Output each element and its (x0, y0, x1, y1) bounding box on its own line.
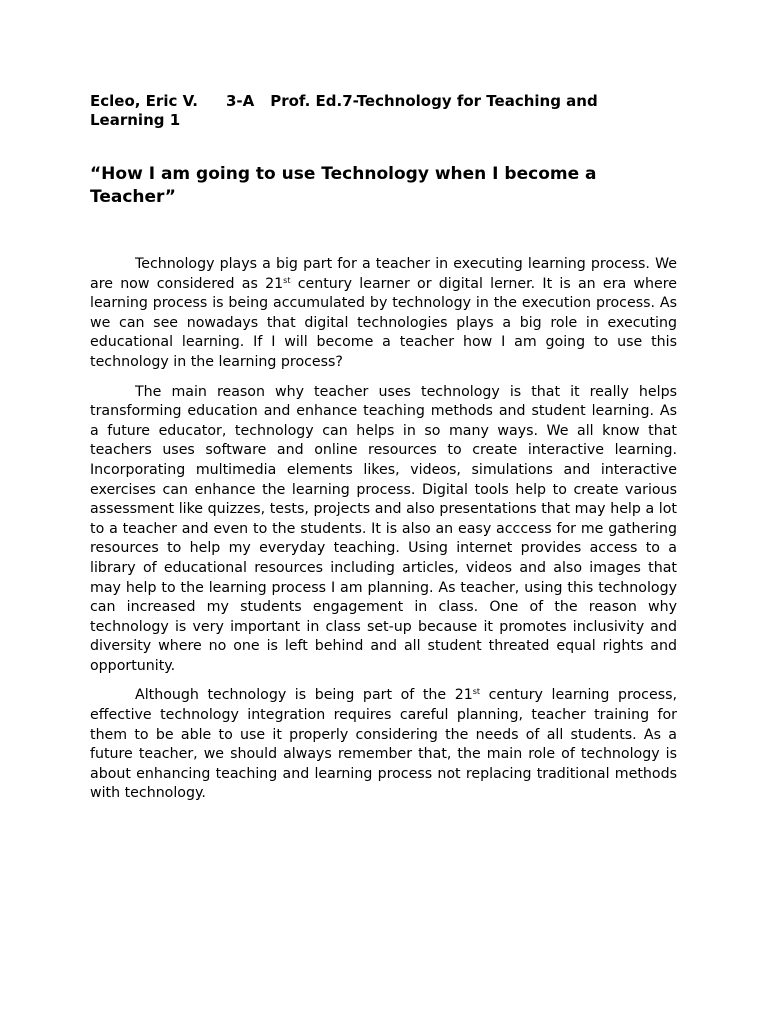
document-title: “How I am going to use Technology when I become a Teacher” (90, 164, 597, 207)
paragraph-1 (90, 255, 677, 373)
ordinal-suffix: st (472, 687, 481, 697)
course-title: Prof. Ed.7-Technology for Teaching and Learning 1 (90, 92, 598, 129)
document-page (90, 92, 677, 814)
paragraph-3-text-b: century learning process, effective technology integration requires careful planning, teacher training for them to be able to use it properly considering the needs of all students. As a future teacher, we should always remember that, the main role of technology is about enhancing teaching and learning process not replacing traditional methods with technology. (90, 687, 677, 802)
paragraph-1-text-b: century learner or digital lerner. It is an era where learning process is being accumulated by technology in the execution process. As we can see nowadays that digital technologies plays a big role in executing educational learning. If I will become a teacher how I am going to use this technology in the learning process? (90, 275, 677, 370)
student-name: Ecleo, Eric V. (90, 92, 198, 110)
document-body (90, 255, 677, 804)
paragraph-2: The main reason why teacher uses technology is that it really helps transforming education and enhance teaching methods and student learning. As a future educator, technology can helps in so many ways. We all know that teachers uses software and online resources to create interactive learning. Incorporating multimedia elements likes, videos, simulations and interactive exercises can enhance the learning process. Digital tools help to create various assessment like quizzes, tests, projects and also presentations that may help a lot to a teacher and even to the students. It is also an easy acccess for me gathering resources to help my everyday teaching. Using internet provides access to a library of educational resources including articles, videos and also images that may help to the learning process I am planning. As teacher, using this technology can increased my students engagement in class. One of the reason why technology is very important in class set-up because it promotes inclusivity and diversity where no one is left behind and all student threated equal rights and opportunity. (90, 383, 677, 674)
student-section: 3-A (225, 92, 255, 110)
document-header (90, 92, 677, 130)
ordinal-suffix: st (283, 275, 291, 285)
paragraph-1-text-a: Technology plays a big part for a teacher in executing learning process. We are now considered as 21 (90, 256, 677, 292)
paragraph-3 (90, 686, 677, 804)
paragraph-3-text-a: Although technology is being part of the 21 (135, 687, 473, 704)
